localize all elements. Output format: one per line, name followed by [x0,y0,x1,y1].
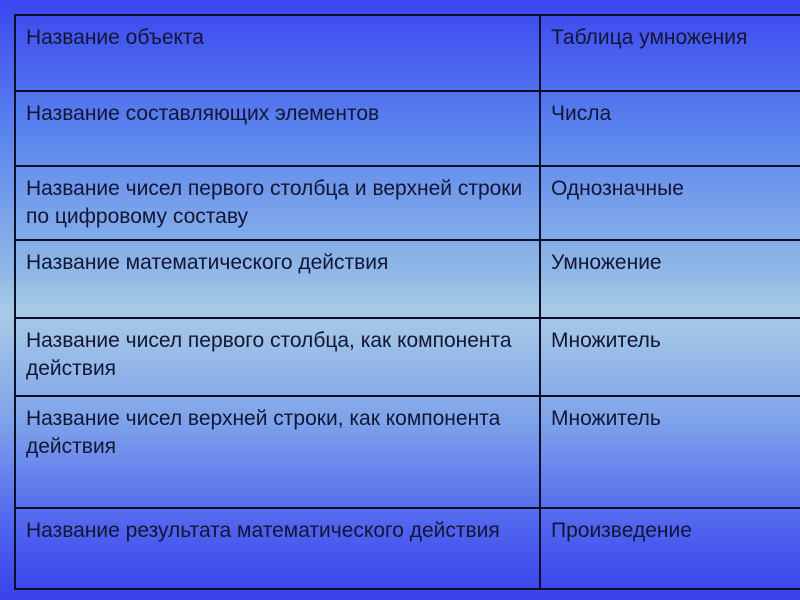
table-row [15,166,800,240]
table-row [15,91,800,166]
row-label: Название чисел первого столбца, как компонента действия [15,318,540,396]
row-label: Название составляющих элементов [15,91,540,166]
table-row [15,396,800,508]
table-row [15,508,800,589]
row-label: Название чисел первого столбца и верхней строки по цифровому составу [15,166,540,240]
row-value: Произведение [540,508,800,589]
row-value: Таблица умножения [540,15,800,91]
row-value: Множитель [540,396,800,508]
row-value: Числа [540,91,800,166]
definitions-table [14,14,800,590]
table-row [15,15,800,91]
row-value: Множитель [540,318,800,396]
row-label: Название математического действия [15,240,540,318]
row-label: Название результата математического действия [15,508,540,589]
table-row [15,318,800,396]
row-label: Название объекта [15,15,540,91]
row-label: Название чисел верхней строки, как компонента действия [15,396,540,508]
row-value: Умножение [540,240,800,318]
table-row [15,240,800,318]
row-value: Однозначные [540,166,800,240]
